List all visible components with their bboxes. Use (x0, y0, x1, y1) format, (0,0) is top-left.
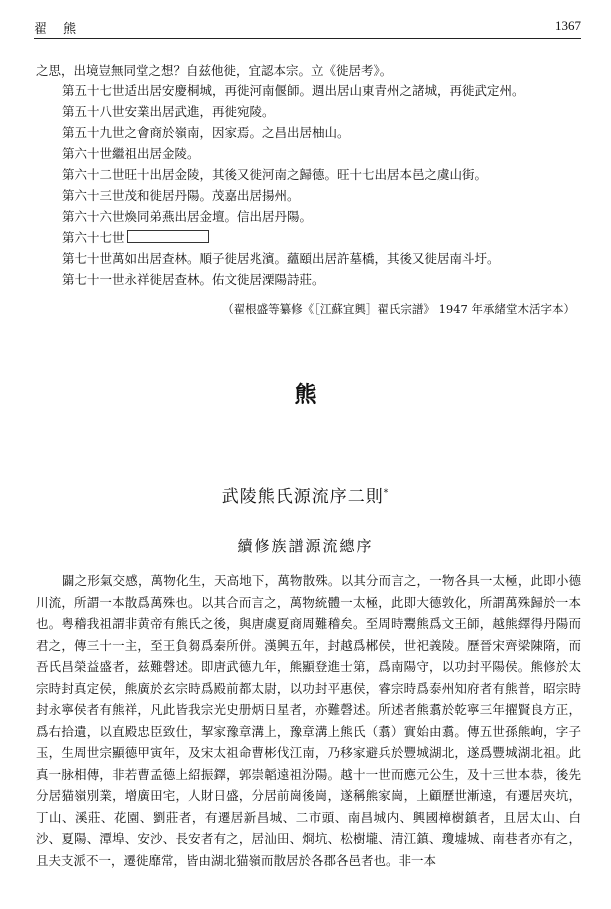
source-citation: （翟根盛等纂修《［江蘇宜興］翟氏宗譜》 1947 年承緒堂木活字本） (222, 302, 575, 316)
running-head-surname: 翟 熊 (34, 22, 83, 37)
blank-name-box (127, 230, 209, 243)
generation-line: 第六十二世旺十出居金陵，其後又徙河南之歸德。旺十七出居本邑之虞山街。 (62, 167, 488, 182)
opening-line: 之思，出境豈無同堂之想？自兹他徙，宜認本宗。立《徙居考》。 (36, 63, 393, 78)
section-surname-heading: 熊 (294, 382, 317, 408)
page-number: 1367 (555, 18, 581, 33)
generation-line: 第六十六世煥同弟燕出居金壇。信出居丹陽。 (62, 209, 313, 224)
generation-line: 第五十七世适出居安慶桐城，再徙河南偃師。週出居山東青州之諸城，再徙武定州。 (62, 83, 525, 98)
generation-label: 第六十七世 (62, 230, 125, 245)
generation-line: 第五十九世之會商於嶺南，因家焉。之昌出居柚山。 (62, 125, 350, 140)
generation-line: 第七十一世永祥徙居查林。佑文徙居溧陽詩莊。 (62, 272, 325, 287)
footnote-mark: * (383, 488, 390, 499)
article-subtitle: 續修族譜源流總序 (237, 537, 374, 555)
generation-line-blank (62, 228, 209, 248)
body-paragraph: 闢之形氣交感，萬物化生，天高地下，萬物散殊。以其分而言之，一物各具一太極，此即小德川流，所謂一本散爲萬殊也。以其合而言之，萬物統體一太極，此即大德敦化，所謂萬殊歸於一本也。粤稽我祖謂非黄帝有熊氏之後，與唐虞夏商周難稽矣。至周時鬻熊爲文王師，越熊繹得丹陽而君之，傳三十一主，至王負芻爲秦所併。漢興五年，封越爲郴侯，世祀義陵。歷晉宋齊梁陳隋，而吾氏昌榮益盛者，兹難磬述。即唐武德九年，熊顯登進士第，爲南陽守，以功封平陽侯。熊修於太宗時封真定侯，熊廣於玄宗時爲殿前都太尉，以功封平惠侯，睿宗時爲泰州知府者有熊普，昭宗時封永寧侯者有熊祥，凡此皆我宗光史册炳日星者，亦難磬述。所述者熊翥於乾寧三年擢賢良方正，爲右拾遺，以直殿忠臣致仕，挈家豫章溝上，豫章溝上熊氏（翥）實始由翥。傳五世孫熊峋，字子玉，生周世宗顯德甲寅年，及宋太祖命曹彬伐江南，乃移家避兵於豐城湖北，遂爲豐城湖北祖。此真一脉相傳，非若曹孟德上紹振鐸，郭崇韜遠祖汾陽。越十一世而應元公生，及十三世本恭，後先分居猫嶺別業，增廣田宅，人財日盛，分居前崗後崗，遂稱熊家崗，上顧歷世漸遠，有遷居夾坑，丁山、溪莊、花園、劉莊者，有遷居新昌城、二市頭、南昌城内、興國樟樹鎮者，且居太山、白沙、夏陽、潭埠、安沙、長安者有之，居汕田、烱坑、松樹壠、清江鎮、瓊墟城、南巷者亦有之，且夫支派不一，遷徙靡常，皆由湖北猫嶺而散居於各郡各邑者也。非一本 (36, 573, 581, 868)
generation-line: 第六十三世茂和徙居丹陽。茂嘉出居揚州。 (62, 188, 300, 203)
generation-line: 第七十世萬如出居查林。順子徙居兆濱。蘊頤出居許墓橋，其後又徙居南斗圩。 (62, 251, 500, 266)
generation-line: 第五十八世安業出居武進，再徙宛陵。 (62, 104, 275, 119)
page-header (34, 18, 581, 39)
article-title-text: 武陵熊氏源流序二則 (221, 487, 384, 507)
generation-line: 第六十世繼祖出居金陵。 (62, 146, 200, 161)
article-title (0, 482, 611, 507)
